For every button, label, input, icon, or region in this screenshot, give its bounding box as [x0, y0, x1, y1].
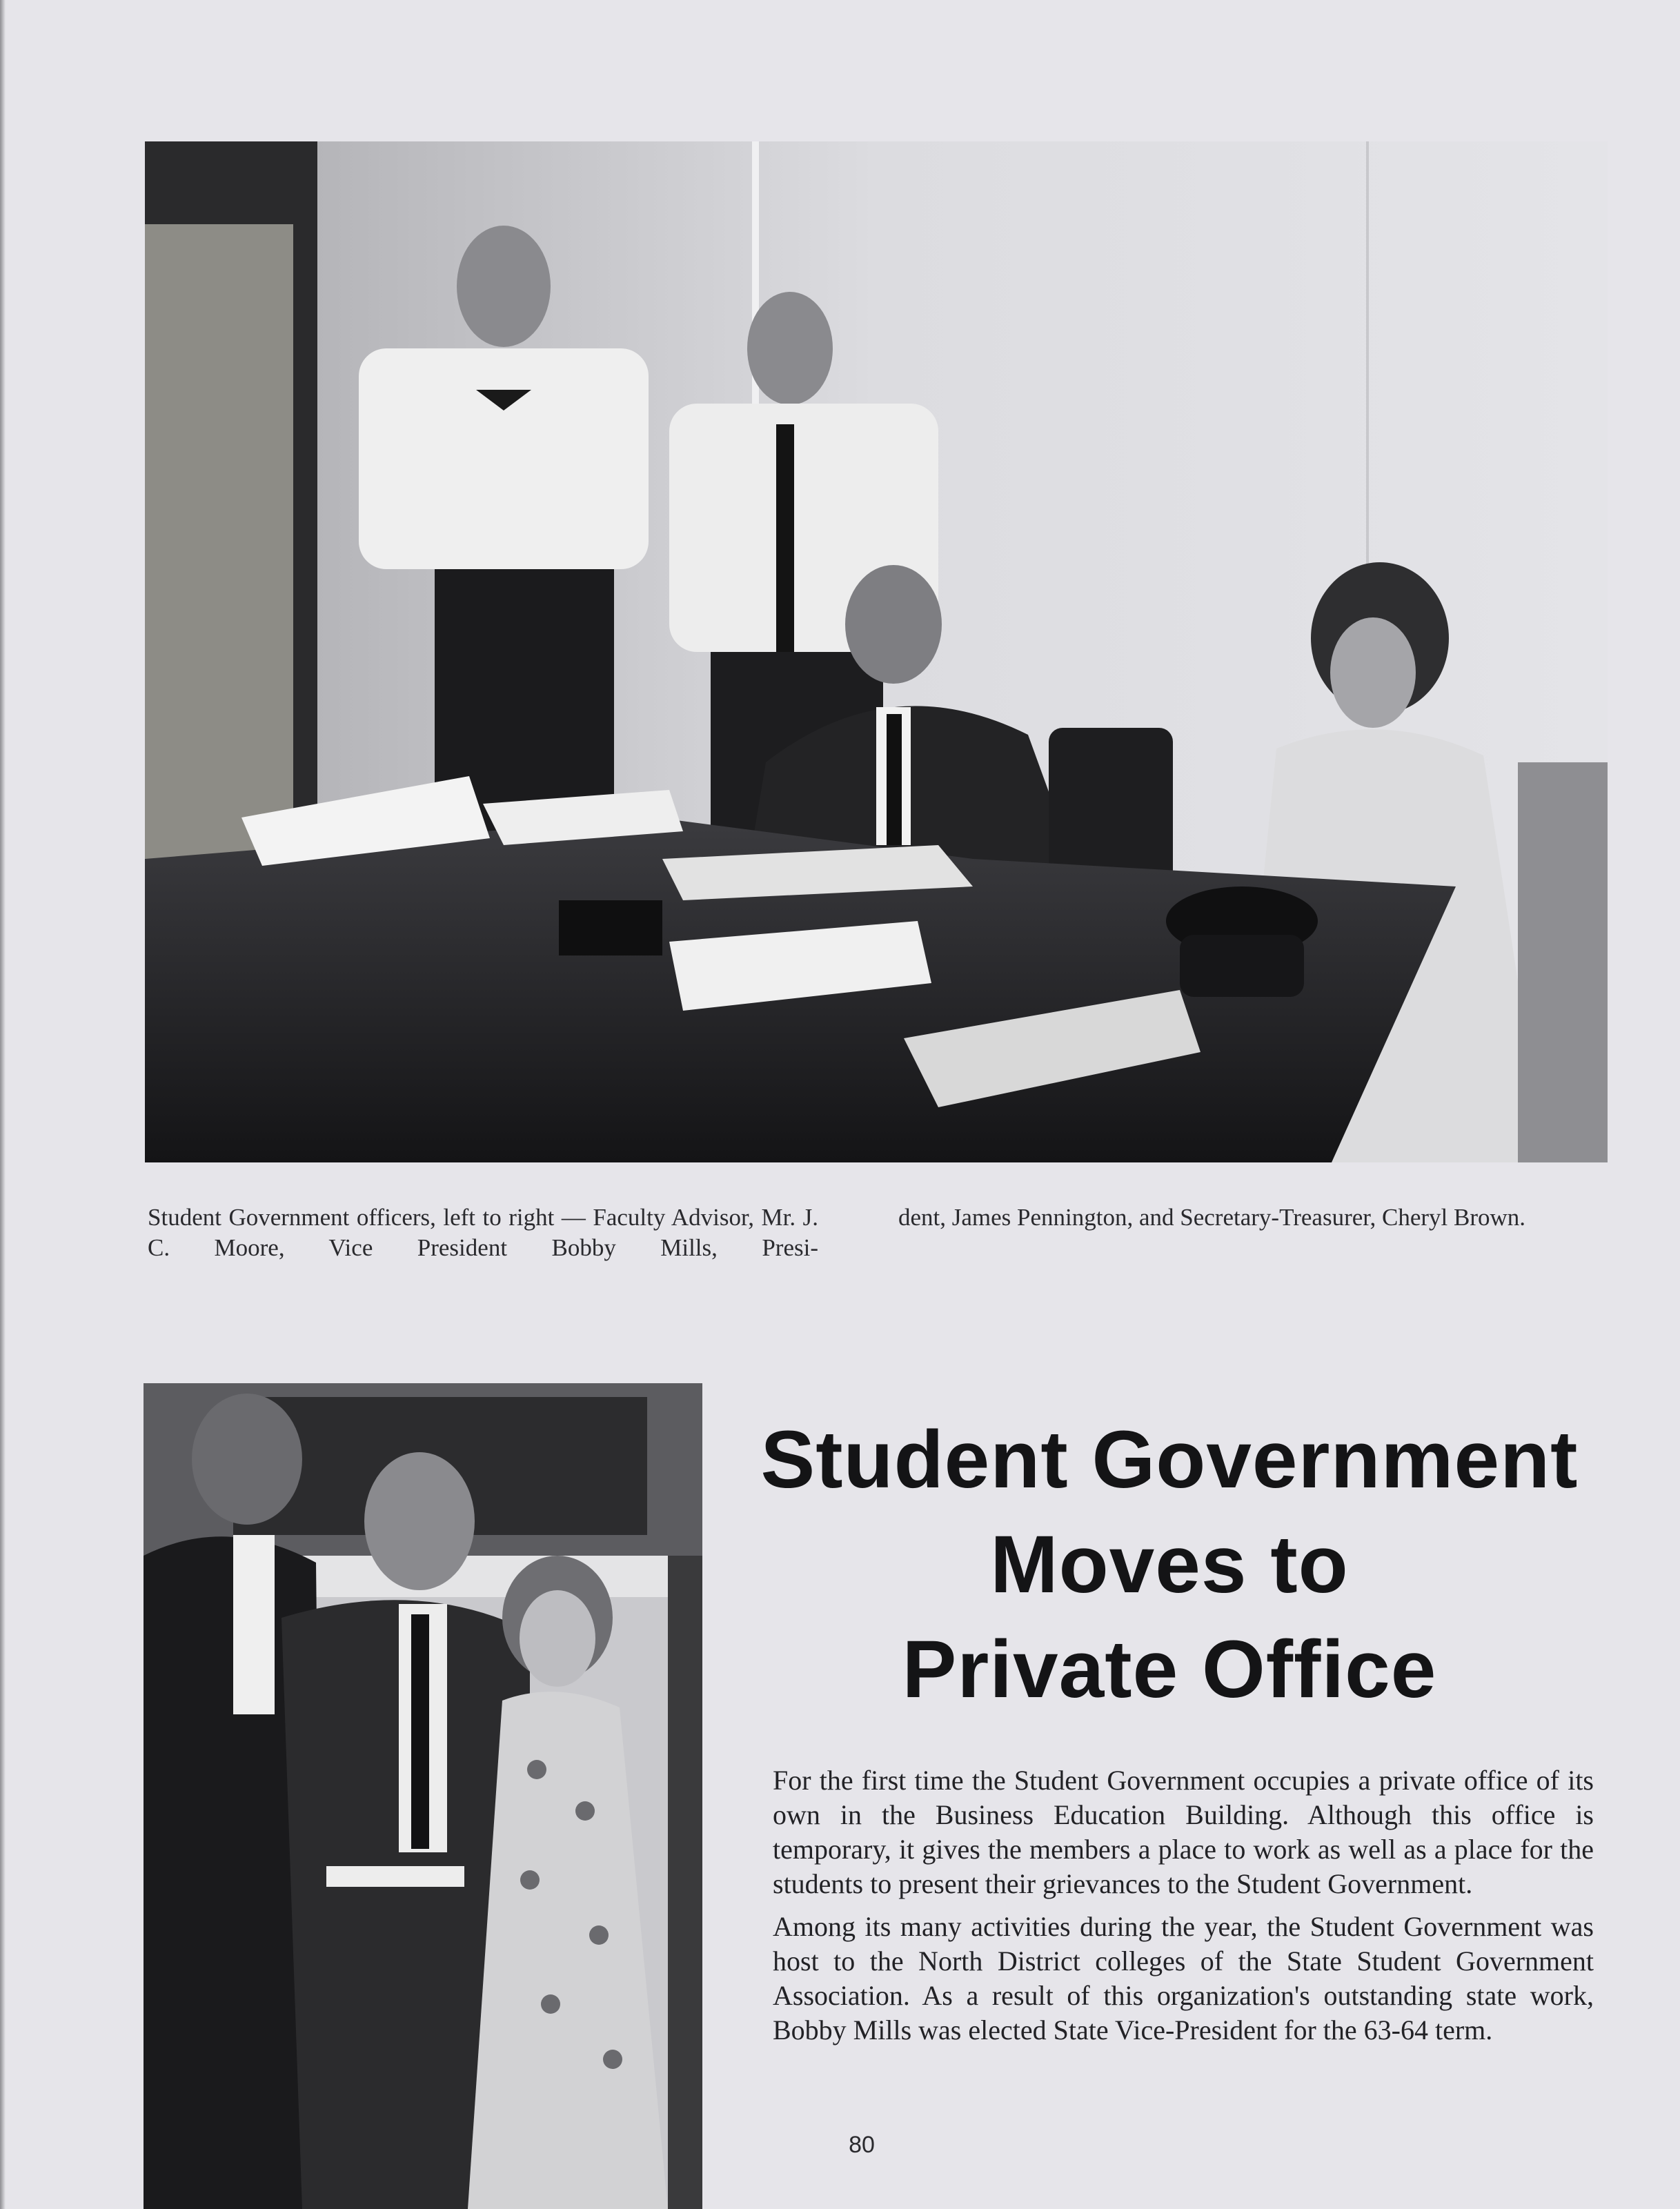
page-number: 80: [849, 2132, 875, 2158]
body-paragraph-1: For the first time the Student Government occupies a private office of its own in the Business Education Building. Although this office is temporary, it gives the members a place to work as well as a place for the students to present their grievances to the Student Government.: [773, 1765, 1594, 1899]
body-paragraph-2: Among its many activities during the year, the Student Government was host to the North District colleges of the State Student Government Association. As a result of this organization's outstanding state work, Bobby Mills was elected State Vice-President for the 63-64 term.: [773, 1911, 1594, 2045]
photo-caption-right: dent, James Pennington, and Secretary-Treasurer, Cheryl Brown.: [898, 1204, 1526, 1231]
article-body: [773, 1763, 1594, 2056]
headline-line-1: Student Government: [760, 1414, 1579, 1505]
students-photo: [144, 1383, 702, 2209]
headline-line-3: Private Office: [902, 1624, 1437, 1715]
page-edge-shadow: [0, 0, 6, 2209]
headline-line-2: Moves to: [990, 1519, 1349, 1610]
article-headline: [724, 1407, 1614, 1722]
officers-photo: [145, 141, 1608, 1162]
photo-caption-left: Student Government officers, left to right — Faculty Advisor, Mr. J. C. Moore, Vice President Bobby Mills, Presi-: [148, 1204, 818, 1261]
